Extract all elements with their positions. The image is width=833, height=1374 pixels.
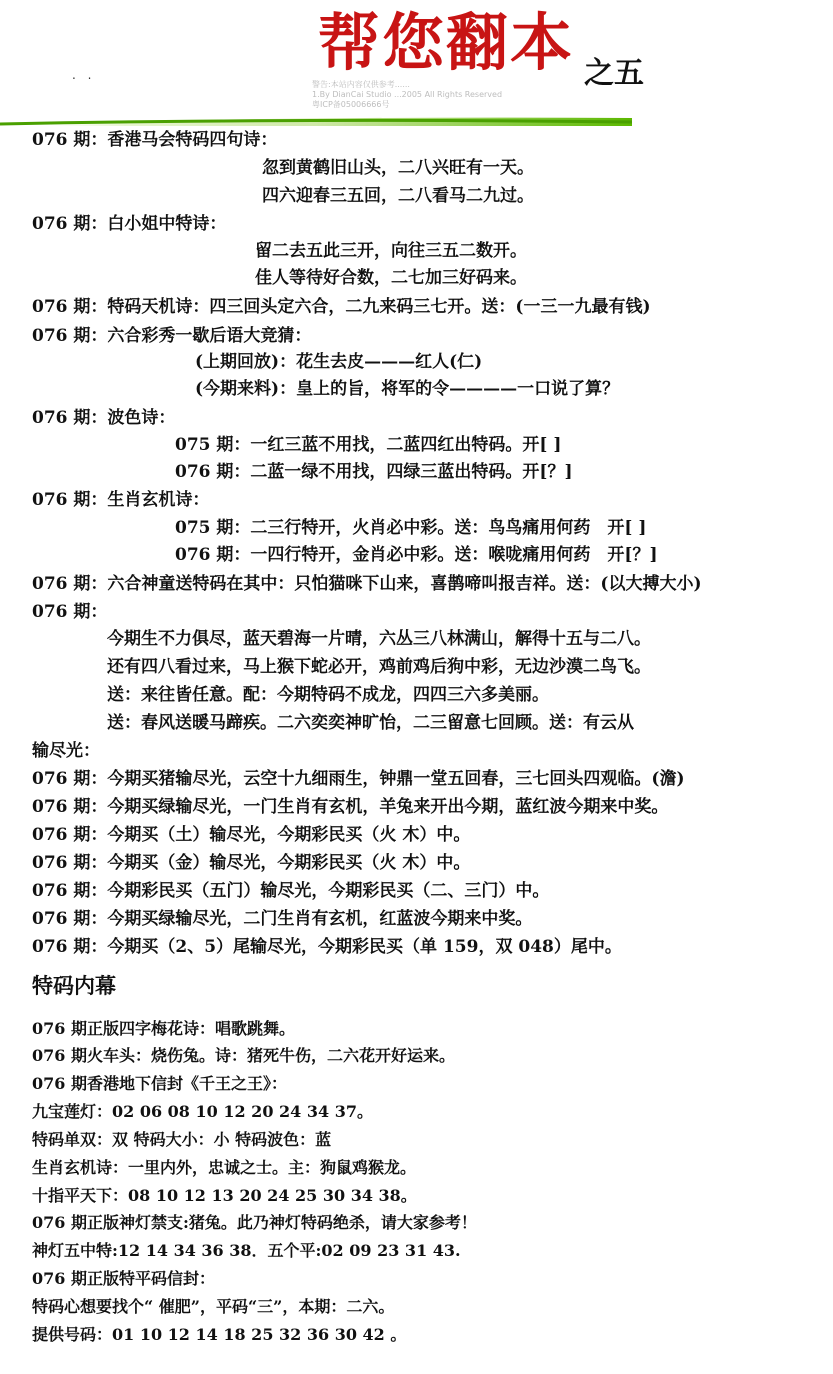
text-line: 076 期：香港马会特码四句诗：: [32, 130, 278, 150]
text-line: 四六迎春三五回，二八看马二九过。: [262, 186, 534, 206]
text-line: 075 期：二三行特开，火肖必中彩。送：鸟鸟痛用何药 开[ ]: [175, 518, 647, 538]
text-line: 今期生不力俱尽，蓝天碧海一片晴，六丛三八林满山，解得十五与二八。: [107, 629, 651, 649]
text-line: 076 期：今期彩民买（五门）输尽光，今期彩民买（二、三门）中。: [32, 881, 550, 901]
text-line: 输尽光：: [32, 741, 100, 761]
text-line: 076 期：六合彩秀一歇后语大竞猜：: [32, 326, 312, 346]
text-line: (上期回放)：花生去皮———红人(仁): [195, 352, 483, 372]
text-line: 特码单双：双 特码大小：小 特码波色：蓝: [32, 1130, 332, 1149]
text-line: 九宝莲灯：02 06 08 10 12 20 24 34 37。: [32, 1102, 373, 1121]
text-line: 076 期：六合神童送特码在其中：只怕猫咪下山来，喜鹊啼叫报吉祥。送：(以大搏大小): [32, 574, 702, 594]
text-line: 075 期：一红三蓝不用找，二蓝四红出特码。开[ ]: [175, 435, 562, 455]
text-line: 076 期：波色诗：: [32, 408, 176, 428]
text-line: 076 期香港地下信封《千王之王》：: [32, 1074, 287, 1093]
text-line: 送：春风送暖马蹄疾。二六奕奕神旷怡，二三留意七回顾。送：有云从: [107, 713, 634, 733]
text-line: 076 期正版四字梅花诗：唱歌跳舞。: [32, 1019, 295, 1038]
text-line: 076 期：白小姐中特诗：: [32, 214, 227, 234]
text-line: 076 期正版神灯禁支:猪兔。此乃神灯特码绝杀，请大家参考！: [32, 1213, 477, 1232]
text-line: 076 期：一四行特开，金肖必中彩。送：喉咙痛用何药 开[？]: [175, 545, 658, 565]
text-line: 佳人等待好合数，二七加三好码来。: [255, 268, 527, 288]
page-title-suffix: 之五: [584, 56, 644, 91]
text-line: 特码心想要找个“ 催肥”，平码“三”，本期：二六。: [32, 1297, 395, 1316]
text-line: 神灯五中特:12 14 34 36 38．五个平:02 09 23 31 43.: [32, 1241, 461, 1260]
header-green-bar: [0, 112, 632, 126]
text-line: 076 期：二蓝一绿不用找，四绿三蓝出特码。开[？]: [175, 462, 573, 482]
page-title: 帮您翻本: [318, 6, 575, 79]
page-header: [0, 0, 833, 128]
text-line: 送：来往皆任意。配：今期特码不成龙，四四三六多美丽。: [107, 685, 549, 705]
text-line: 076 期正版特平码信封：: [32, 1269, 215, 1288]
text-line: 076 期：特码天机诗：四三回头定六合，二九来码三七开。送：(一三一九最有钱): [32, 297, 651, 317]
text-line: 076 期：生肖玄机诗：: [32, 490, 210, 510]
text-line: 076 期火车头：烧伤兔。诗：猪死牛伤，二六花开好运来。: [32, 1046, 455, 1065]
text-line: 076 期：今期买绿输尽光，一门生肖有玄机，羊兔来开出今期，蓝红波今期来中奖。: [32, 797, 669, 817]
text-line: 076 期：今期买（金）输尽光，今期彩民买（火 木）中。: [32, 853, 471, 873]
text-line: (今期来料)：皇上的旨，将军的令————一口说了算？: [195, 379, 620, 399]
text-line: 生肖玄机诗：一里内外，忠诚之士。主：狗鼠鸡猴龙。: [32, 1158, 417, 1177]
text-line: 十指平天下：08 10 12 13 20 24 25 30 34 38。: [32, 1186, 417, 1205]
text-line: 076 期：今期买（2、5）尾输尽光，今期彩民买（单 159，双 048）尾中。: [32, 937, 622, 957]
text-line: 076 期：今期买（土）输尽光，今期彩民买（火 木）中。: [32, 825, 471, 845]
text-line: 还有四八看过来，马上猴下蛇必开，鸡前鸡后狗中彩，无边沙漠二鸟飞。: [107, 657, 651, 677]
text-line: 076 期：: [32, 602, 108, 622]
header-faint-text: 警告:本站内容仅供参考...... 1.By DianCai Studio ...2005 All Rights Reserved 粤ICP备05006666号: [312, 80, 503, 109]
section-title: 特码内幕: [32, 974, 116, 998]
text-line: 忽到黄鹤旧山头，二八兴旺有一天。: [262, 158, 534, 178]
text-line: 留二去五此三开，向往三五二数开。: [255, 241, 527, 261]
text-line: 076 期：今期买猪输尽光，云空十九细雨生，钟鼎一堂五回春，三七回头四观临。(澹): [32, 769, 685, 789]
text-line: 076 期：今期买绿输尽光，二门生肖有玄机，红蓝波今期来中奖。: [32, 909, 533, 929]
header-dots: . .: [72, 68, 96, 82]
text-line: 提供号码：01 10 12 14 18 25 32 36 30 42 。: [32, 1325, 407, 1344]
